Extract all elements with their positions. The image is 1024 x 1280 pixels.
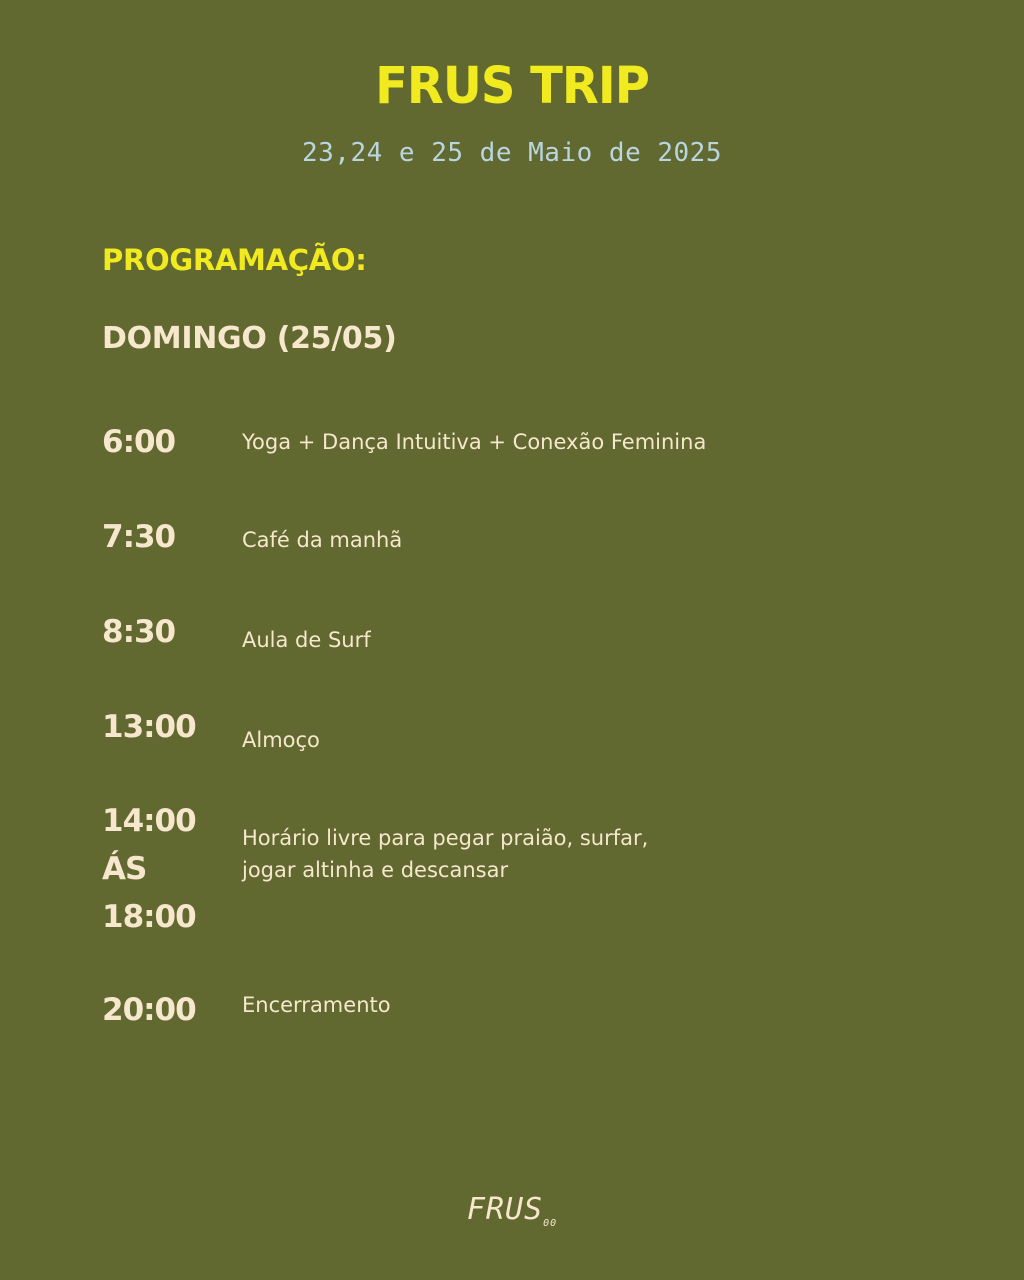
schedule-activity: Yoga + Dança Intuitiva + Conexão Feminina — [242, 430, 707, 454]
event-dates: 23,24 e 25 de Maio de 2025 — [302, 138, 722, 168]
schedule-activity: Almoço — [242, 728, 320, 752]
schedule-activity: Encerramento — [242, 993, 391, 1017]
schedule-time: 6:00 — [102, 424, 176, 460]
schedule-time: 20:00 — [102, 992, 196, 1028]
footer-logo-text: FRUS — [466, 1192, 544, 1227]
schedule-time: 14:00 ÁS 18:00 — [102, 803, 196, 935]
footer-logo — [0, 1192, 1024, 1229]
footer-logo-suffix: 00 — [543, 1218, 558, 1229]
schedule-time: 7:30 — [102, 519, 176, 555]
schedule-time: 8:30 — [102, 614, 176, 650]
schedule-activity: Horário livre para pegar praião, surfar, jogar altinha e descansar — [242, 826, 649, 882]
event-title: FRUS TRIP — [375, 56, 649, 116]
day-heading: DOMINGO (25/05) — [102, 321, 397, 356]
section-heading: PROGRAMAÇÃO: — [102, 243, 367, 277]
schedule-activity: Aula de Surf — [242, 628, 371, 652]
schedule-activity: Café da manhã — [242, 528, 403, 552]
schedule-time: 13:00 — [102, 709, 196, 745]
